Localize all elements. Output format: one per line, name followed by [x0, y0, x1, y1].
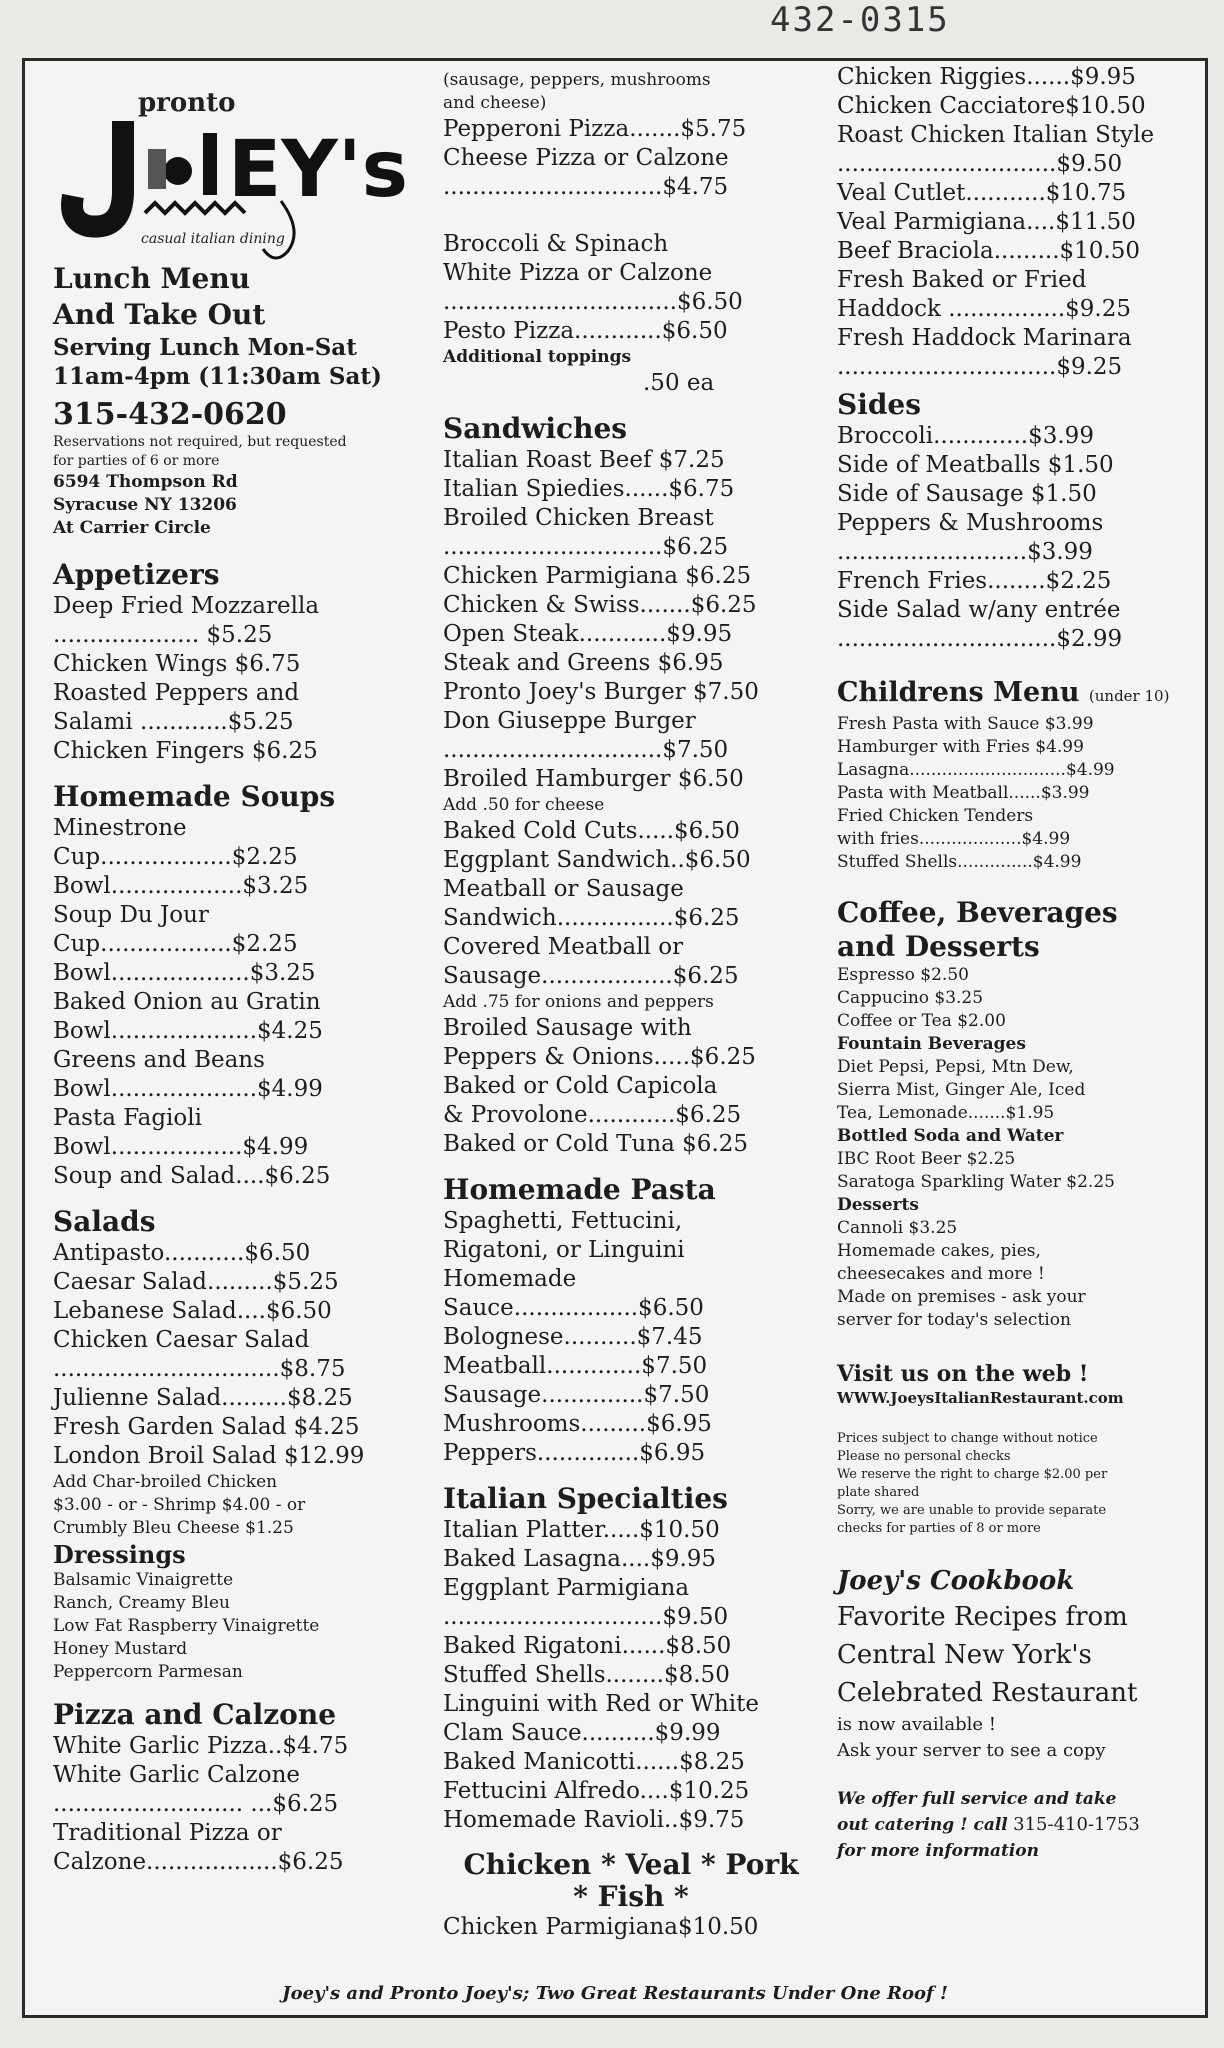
menu-item: Chicken Wings $6.75: [53, 651, 301, 677]
logo-pronto-text: pronto: [138, 88, 236, 118]
menu-item: Baked Lasagna....$9.95: [443, 1546, 717, 1572]
column-middle: [443, 61, 819, 1942]
menu-item: Peppers & Onions.....$6.25: [443, 1044, 756, 1070]
menu-item: White Garlic Calzone: [53, 1762, 301, 1788]
menu-item: ..............................$9.50: [443, 1604, 729, 1630]
reservation-note-2: for parties of 6 or more: [53, 453, 220, 469]
menu-item: Chicken Fingers $6.25: [53, 738, 318, 764]
menu-item: Linguini with Red or White: [443, 1691, 760, 1717]
menu-item: Caesar Salad.........$5.25: [53, 1269, 339, 1295]
logo-j-stroke: [72, 121, 123, 227]
take-out-title: And Take Out: [53, 298, 266, 331]
menu-item: Bowl..................$3.25: [53, 873, 309, 899]
menu-item: Pasta with Meatball......$3.99: [837, 783, 1090, 803]
menu-item: Bowl....................$4.25: [53, 1018, 323, 1044]
cookbook-ask: Ask your server to see a copy: [837, 1740, 1106, 1761]
fountain-heading: Fountain Beverages: [837, 1034, 1026, 1054]
menu-item: Covered Meatball or: [443, 934, 684, 960]
menu-item: Broiled Hamburger $6.50: [443, 766, 744, 792]
policy-line: Prices subject to change without notice: [837, 1431, 1098, 1446]
menu-item: Minestrone: [53, 815, 187, 841]
handwritten-phone-note: 432-0315: [770, 0, 950, 40]
toppings-price: .50 ea: [643, 370, 715, 396]
menu-item: Meatball or Sausage: [443, 876, 684, 902]
menu-item: Baked Onion au Gratin: [53, 989, 321, 1015]
sides-heading: Sides: [837, 388, 922, 421]
menu-item: Veal Cutlet...........$10.75: [837, 180, 1127, 206]
menu-item: & Provolone............$6.25: [443, 1102, 742, 1128]
salad-note: Crumbly Bleu Cheese $1.25: [53, 1518, 294, 1538]
coffee-heading-2: and Desserts: [837, 930, 1040, 963]
menu-item: ..............................$9.25: [837, 354, 1123, 380]
menu-item: London Broil Salad $12.99: [53, 1443, 365, 1469]
menu-item: Broiled Chicken Breast: [443, 505, 714, 531]
menu-item: Homemade cakes, pies,: [837, 1241, 1041, 1261]
menu-item: Fettucini Alfredo....$10.25: [443, 1778, 750, 1804]
lunch-menu-title: Lunch Menu: [53, 262, 251, 295]
menu-item: ..............................$2.99: [837, 626, 1123, 652]
menu-item: Fresh Baked or Fried: [837, 267, 1087, 293]
menu-item: Eggplant Parmigiana: [443, 1575, 690, 1601]
menu-item: Side of Meatballs $1.50: [837, 452, 1114, 478]
menu-item: Steak and Greens $6.95: [443, 650, 724, 676]
menu-item: Made on premises - ask your: [837, 1287, 1086, 1307]
address-line-2: Syracuse NY 13206: [53, 495, 237, 515]
menu-item: Espresso $2.50: [837, 965, 969, 985]
menu-item: Broccoli.............$3.99: [837, 423, 1094, 449]
menu-item: Tea, Lemonade.......$1.95: [837, 1103, 1055, 1123]
cookbook-line: Favorite Recipes from: [837, 1602, 1128, 1632]
childrens-subtitle: (under 10): [1088, 687, 1170, 705]
column-right: [837, 61, 1201, 1864]
hours-line-1: Serving Lunch Mon-Sat: [53, 334, 357, 361]
menu-item: Soup Du Jour: [53, 902, 209, 928]
menu-item: Chicken Cacciatore$10.50: [837, 93, 1146, 119]
menu-item: Chicken Caesar Salad: [53, 1327, 310, 1353]
menu-item: Saratoga Sparkling Water $2.25: [837, 1172, 1115, 1192]
menu-item: French Fries........$2.25: [837, 568, 1112, 594]
menu-item: Veal Parmigiana....$11.50: [837, 209, 1136, 235]
menu-item: Antipasto...........$6.50: [53, 1240, 311, 1266]
menu-item: Homemade Ravioli..$9.75: [443, 1807, 745, 1833]
menu-item: Traditional Pizza or: [53, 1820, 282, 1846]
menu-item: Sausage..............$7.50: [443, 1382, 710, 1408]
menu-item: Open Steak............$9.95: [443, 621, 733, 647]
policy-line: Sorry, we are unable to provide separate: [837, 1503, 1107, 1518]
policy-line: checks for parties of 8 or more: [837, 1521, 1041, 1536]
menu-item: Fresh Haddock Marinara: [837, 325, 1132, 351]
menu-item: Fresh Garden Salad $4.25: [53, 1414, 360, 1440]
coffee-heading-1: Coffee, Beverages: [837, 896, 1118, 929]
menu-item: Chicken Parmigiana $6.25: [443, 563, 752, 589]
catering-line-1: We offer full service and take: [837, 1789, 1117, 1809]
menu-item: Broccoli & Spinach: [443, 231, 669, 257]
menu-item: Italian Spiedies......$6.75: [443, 476, 735, 502]
dressing-item: Low Fat Raspberry Vinaigrette: [53, 1616, 320, 1636]
menu-item: .................... $5.25: [53, 622, 273, 648]
salad-note: $3.00 - or - Shrimp $4.00 - or: [53, 1495, 306, 1515]
menu-item: Bowl...................$3.25: [53, 960, 316, 986]
cookbook-title: Joey's Cookbook: [837, 1566, 1075, 1596]
address-line-3: At Carrier Circle: [53, 518, 211, 538]
menu-item: Chicken & Swiss.......$6.25: [443, 592, 757, 618]
dressing-item: Balsamic Vinaigrette: [53, 1570, 234, 1590]
menu-item: Pepperoni Pizza.......$5.75: [443, 116, 747, 142]
menu-item: ..............................$9.50: [837, 151, 1123, 177]
menu-item: Coffee or Tea $2.00: [837, 1011, 1006, 1031]
menu-item: Homemade: [443, 1266, 577, 1292]
menu-item: ..............................$4.75: [443, 174, 729, 200]
menu-item: Roast Chicken Italian Style: [837, 122, 1155, 148]
childrens-title: Childrens Menu: [837, 677, 1080, 708]
menu-item: Baked or Cold Capicola: [443, 1073, 718, 1099]
menu-item: Broiled Sausage with: [443, 1015, 692, 1041]
menu-item: Lasagna.............................$4.99: [837, 760, 1115, 780]
menu-item: Eggplant Sandwich..$6.50: [443, 847, 751, 873]
cookbook-available: is now available !: [837, 1714, 997, 1735]
menu-item: Haddock ................$9.25: [837, 296, 1132, 322]
footer-slogan: Joey's and Pronto Joey's; Two Great Restaurants Under One Roof !: [282, 1983, 948, 2004]
fish-heading: * Fish *: [573, 1880, 689, 1913]
menu-item: Clam Sauce..........$9.99: [443, 1720, 721, 1746]
menu-item: Deep Fried Mozzarella: [53, 593, 320, 619]
specialties-heading: Italian Specialties: [443, 1482, 728, 1515]
cookbook-line: Central New York's: [837, 1640, 1092, 1670]
logo-name-text: EY's: [228, 125, 409, 215]
menu-item: Sierra Mist, Ginger Ale, Iced: [837, 1080, 1086, 1100]
hours-line-2: 11am-4pm (11:30am Sat): [53, 363, 382, 390]
catering-line-2: out catering ! call: [837, 1815, 1008, 1835]
menu-item: Pesto Pizza............$6.50: [443, 318, 728, 344]
menu-sheet: [22, 58, 1208, 2018]
logo-block: [148, 149, 166, 189]
menu-item: Pasta Fagioli: [53, 1105, 202, 1131]
pasta-heading: Homemade Pasta: [443, 1173, 716, 1206]
menu-item: Bowl....................$4.99: [53, 1076, 323, 1102]
appetizers-heading: Appetizers: [53, 558, 220, 591]
menu-item: Peppers & Mushrooms: [837, 510, 1104, 536]
logo-bar: [203, 133, 217, 195]
menu-item: Chicken Parmigiana$10.50: [443, 1914, 759, 1940]
menu-item: Italian Platter.....$10.50: [443, 1517, 720, 1543]
web-heading: Visit us on the web !: [837, 1361, 1089, 1387]
menu-item: Soup and Salad....$6.25: [53, 1163, 331, 1189]
catering-line-3: for more information: [837, 1841, 1039, 1861]
menu-item: Spaghetti, Fettucini,: [443, 1208, 683, 1234]
phone-number: 315-432-0620: [53, 397, 287, 432]
menu-item: Diet Pepsi, Pepsi, Mtn Dew,: [837, 1057, 1074, 1077]
catering-phone: 315-410-1753: [1013, 1814, 1140, 1835]
menu-item: Stuffed Shells........$8.50: [443, 1662, 730, 1688]
chicken-veal-heading: Chicken * Veal * Pork: [463, 1848, 799, 1881]
logo-tagline-text: casual italian dining: [141, 231, 285, 247]
menu-item: White Garlic Pizza..$4.75: [53, 1733, 349, 1759]
menu-item: Fried Chicken Tenders: [837, 806, 1034, 826]
menu-item: Pronto Joey's Burger $7.50: [443, 679, 759, 705]
menu-item: Bowl..................$4.99: [53, 1134, 309, 1160]
menu-item: Mushrooms.........$6.95: [443, 1411, 712, 1437]
menu-item: Baked Rigatoni......$8.50: [443, 1633, 732, 1659]
reservation-note-1: Reservations not required, but requested: [53, 434, 347, 450]
cookbook-line: Celebrated Restaurant: [837, 1678, 1138, 1708]
menu-item: with fries...................$4.99: [837, 829, 1071, 849]
menu-item: Side Salad w/any entrée: [837, 597, 1121, 623]
toppings-label: Additional toppings: [443, 347, 632, 367]
salad-note: Add Char-broiled Chicken: [53, 1472, 278, 1492]
menu-item: Sandwich................$6.25: [443, 905, 740, 931]
menu-item: ..............................$6.25: [443, 534, 729, 560]
menu-item: Bolognese..........$7.45: [443, 1324, 703, 1350]
sandwiches-heading: Sandwiches: [443, 412, 628, 445]
menu-item: ...............................$8.75: [53, 1356, 346, 1382]
policy-line: Please no personal checks: [837, 1449, 1011, 1464]
soups-heading: Homemade Soups: [53, 780, 336, 813]
menu-item: Salami ............$5.25: [53, 709, 294, 735]
sandwich-note: Add .75 for onions and peppers: [443, 992, 714, 1012]
pizza-note: and cheese): [443, 93, 547, 113]
menu-item: Julienne Salad.........$8.25: [53, 1385, 353, 1411]
childrens-heading: [837, 676, 1201, 713]
menu-item: Calzone..................$6.25: [53, 1849, 344, 1875]
sandwich-note: Add .50 for cheese: [443, 795, 605, 815]
menu-item: Cup..................$2.25: [53, 844, 298, 870]
menu-item: ..........................$3.99: [837, 539, 1093, 565]
menu-item: Peppers..............$6.95: [443, 1440, 706, 1466]
menu-item: Beef Braciola.........$10.50: [837, 238, 1140, 264]
menu-item: Sausage..................$6.25: [443, 963, 739, 989]
dressing-item: Peppercorn Parmesan: [53, 1662, 243, 1682]
menu-item: server for today's selection: [837, 1310, 1071, 1330]
menu-item: .......................... ...$6.25: [53, 1791, 339, 1817]
menu-item: ................................$6.50: [443, 289, 743, 315]
desserts-heading: Desserts: [837, 1195, 919, 1215]
menu-item: Sauce.................$6.50: [443, 1295, 704, 1321]
menu-item: Hamburger with Fries $4.99: [837, 737, 1084, 757]
menu-item: Fresh Pasta with Sauce $3.99: [837, 714, 1094, 734]
dressing-item: Honey Mustard: [53, 1639, 188, 1659]
policy-line: We reserve the right to charge $2.00 per: [837, 1467, 1108, 1482]
website-url[interactable]: WWW.JoeysItalianRestaurant.com: [837, 1389, 1124, 1407]
menu-item: Baked Manicotti......$8.25: [443, 1749, 745, 1775]
menu-item: Roasted Peppers and: [53, 680, 300, 706]
menu-item: Meatball.............$7.50: [443, 1353, 708, 1379]
menu-item: Don Giuseppe Burger: [443, 708, 696, 734]
dressing-item: Ranch, Creamy Bleu: [53, 1593, 230, 1613]
restaurant-logo: [53, 61, 433, 261]
menu-item: cheesecakes and more !: [837, 1264, 1045, 1284]
salads-heading: Salads: [53, 1205, 156, 1238]
address-line-1: 6594 Thompson Rd: [53, 472, 238, 492]
menu-item: Cup..................$2.25: [53, 931, 298, 957]
column-left: [53, 61, 433, 1877]
logo-graphic: [53, 61, 433, 261]
menu-item: Rigatoni, or Linguini: [443, 1237, 685, 1263]
menu-item: Chicken Riggies......$9.95: [837, 64, 1136, 90]
menu-item: Stuffed Shells..............$4.99: [837, 852, 1082, 872]
menu-item: Italian Roast Beef $7.25: [443, 447, 725, 473]
menu-item: White Pizza or Calzone: [443, 260, 713, 286]
menu-item: Side of Sausage $1.50: [837, 481, 1097, 507]
menu-item: Baked Cold Cuts.....$6.50: [443, 818, 740, 844]
menu-item: Lebanese Salad....$6.50: [53, 1298, 332, 1324]
menu-item: Greens and Beans: [53, 1047, 265, 1073]
bottled-heading: Bottled Soda and Water: [837, 1126, 1064, 1146]
menu-item: Cheese Pizza or Calzone: [443, 145, 729, 171]
dressings-heading: Dressings: [53, 1540, 186, 1569]
pizza-heading: Pizza and Calzone: [53, 1698, 337, 1731]
logo-dot: [164, 157, 192, 185]
menu-item: Cannoli $3.25: [837, 1218, 958, 1238]
menu-item: IBC Root Beer $2.25: [837, 1149, 1016, 1169]
menu-item: Cappucino $3.25: [837, 988, 984, 1008]
menu-item: Baked or Cold Tuna $6.25: [443, 1131, 749, 1157]
pizza-note: (sausage, peppers, mushrooms: [443, 70, 711, 90]
menu-item: ..............................$7.50: [443, 737, 729, 763]
policy-line: plate shared: [837, 1485, 920, 1500]
